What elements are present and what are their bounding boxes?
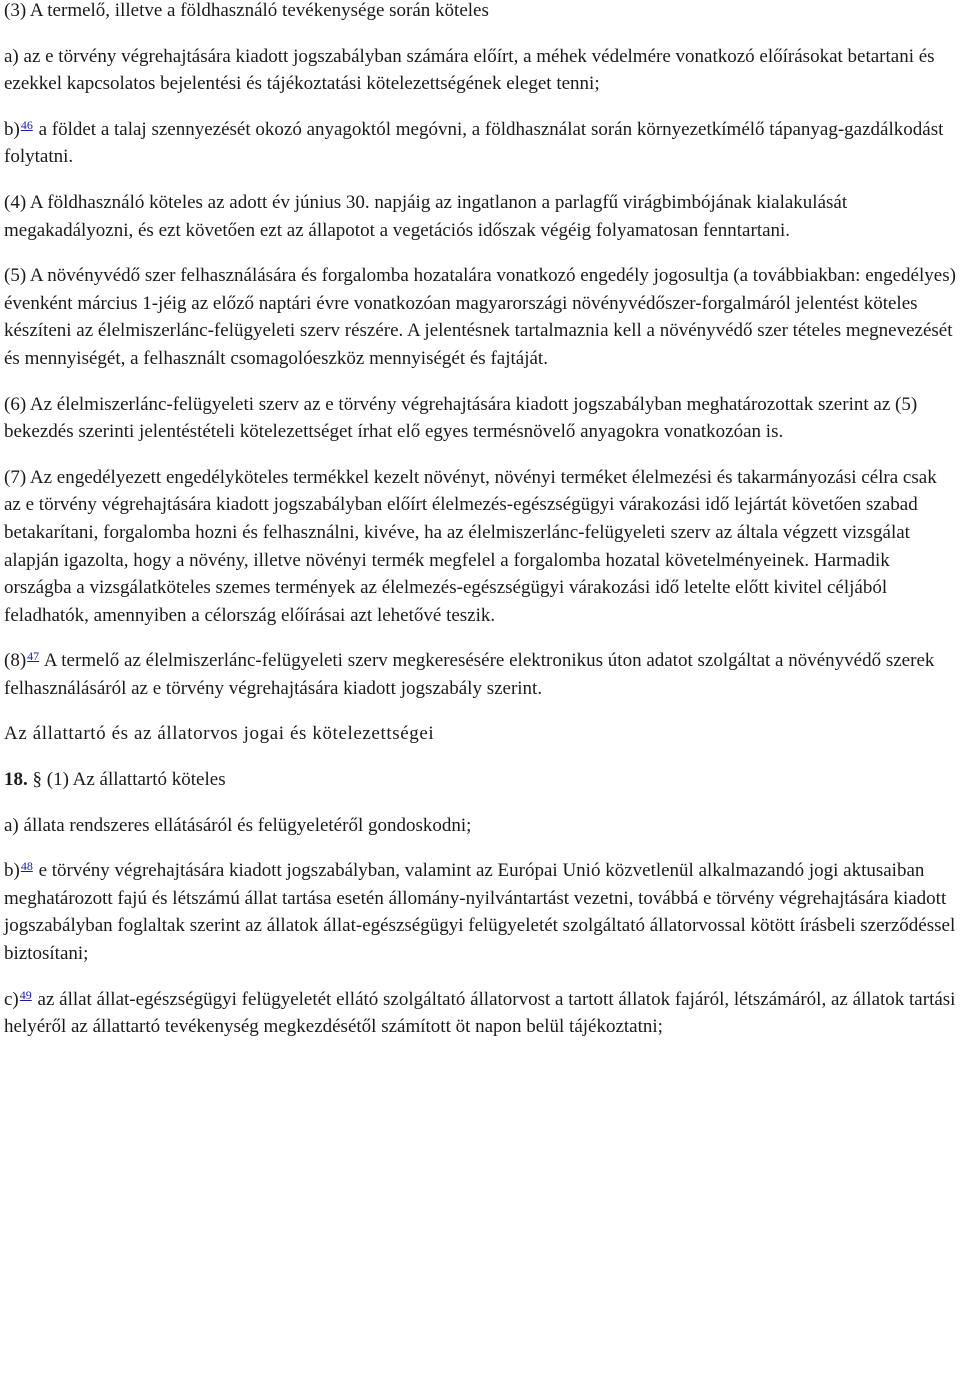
paragraph-5: (5) A növényvédő szer felhasználására és forgalomba hozatalára vonatkozó engedély jogosultja (a továbbiakban: engedélyes) évenként március 1-jéig az előző naptári évre vonatkozóan magyarországi növényvédőszer-forgalmáról jelentést köteles készíteni az élelmiszerlánc-felügyeleti szerv részére. A jelentésnek tartalmaznia kell a növényvédő szer tételes megnevezését és mennyiségét, a felhasznált csomagolóeszköz mennyiségét és fajtáját.: [4, 265, 956, 369]
footnote-link-46[interactable]: 46: [20, 117, 33, 132]
item-prefix: (8): [4, 650, 27, 672]
item-prefix: c): [4, 988, 19, 1010]
item-text: az állat állat-egészségügyi felügyeletét ellátó szolgáltató állatorvost a tartott állatok fajáról, létszámáról, az állatok tartási helyéről az állattartó tevékenység megkezdésétől számított öt napon belül tájékoztatni;: [4, 988, 956, 1038]
footnote-link-47[interactable]: 47: [27, 649, 40, 664]
item-prefix: b): [4, 860, 20, 882]
section-18-a: a) állata rendszeres ellátásáról és felügyeletéről gondoskodni;: [4, 814, 472, 836]
section-18-intro: [4, 766, 958, 794]
section-18-b: [4, 857, 958, 967]
paragraph-3-intro: (3) A termelő, illetve a földhasználó tevékenysége során köteles: [4, 0, 489, 21]
item-text: A termelő az élelmiszerlánc-felügyeleti szerv megkeresésére elektronikus úton adatot szolgáltat a növényvédő szerek felhasználásáról az e törvény végrehajtására kiadott jogszabály szerint.: [4, 650, 935, 699]
paragraph-7: (7) Az engedélyezett engedélyköteles termékkel kezelt növényt, növényi terméket élelmezési és takarmányozási célra csak az e törvény végrehajtására kiadott jogszabályban előírt élelmezés-egészségügyi várakozási idő lejártát követően szabad betakarítani, forgalomba hozni és felhasználni, kivéve, ha az élelmiszerlánc-felügyeleti szerv az általa végzett vizsgálat alapján igazolta, hogy a növény, illetve növényi termék megfelel a forgalomba hozatal követelményeinek. Harmadik országba a vizsgálatköteles szemes termények az élelmezés-egészségügyi várakozási idő letelte előtt kivitel céljából feladhatók, amennyiben a célország előírásai azt lehetővé teszik.: [4, 466, 937, 626]
footnote-link-48[interactable]: 48: [20, 859, 33, 874]
paragraph-3-b: [4, 116, 958, 171]
paragraph-4: (4) A földhasználó köteles az adott év június 30. napjáig az ingatlanon a parlagfű virágbimbójának kialakulását megakadályozni, és ezt követően ezt az állapotot a vegetációs időszak végéig folyamatosan fenntartani.: [4, 191, 848, 241]
paragraph-8: [4, 647, 958, 702]
item-prefix: b): [4, 118, 20, 140]
section-number: 18.: [4, 769, 28, 791]
section-18-c: [4, 986, 958, 1041]
paragraph-3-a: a) az e törvény végrehajtására kiadott jogszabályban számára előírt, a méhek védelmére vonatkozó előírásokat betartani és ezekkel kapcsolatos bejelentési és tájékoztatási kötelezettségének eleget tenni;: [4, 45, 935, 95]
footnote-link-49[interactable]: 49: [19, 987, 32, 1002]
paragraph-6: (6) Az élelmiszerlánc-felügyeleti szerv az e törvény végrehajtására kiadott jogszabályban meghatározottak szerint az (5) bekezdés szerinti jelentéstételi kötelezettséget írhat elő egyes termésnövelő anyagokra vonatkozóan is.: [4, 393, 918, 443]
item-text: a földet a talaj szennyezését okozó anyagoktól megóvni, a földhasználat során környezetkímélő tápanyag-gazdálkodást folytatni.: [4, 118, 944, 168]
item-text: e törvény végrehajtására kiadott jogszabályban, valamint az Európai Unió közvetlenül alkalmazandó jogi aktusaiban meghatározott fajú és létszámú állat tartása esetén állomány-nyilvántartást vezetni, továbbá e törvény végrehajtására kiadott jogszabályban foglaltak szerint az állatok állat-egészségügyi felügyeletét szolgáltató állatorvossal kötött írásbeli szerződéssel biztosítani;: [4, 860, 956, 965]
document-page: [4, 0, 958, 1059]
section-heading: Az állattartó és az állatorvos jogai és kötelezettségei: [4, 723, 435, 745]
section-intro-text: § (1) Az állattartó köteles: [27, 769, 226, 791]
